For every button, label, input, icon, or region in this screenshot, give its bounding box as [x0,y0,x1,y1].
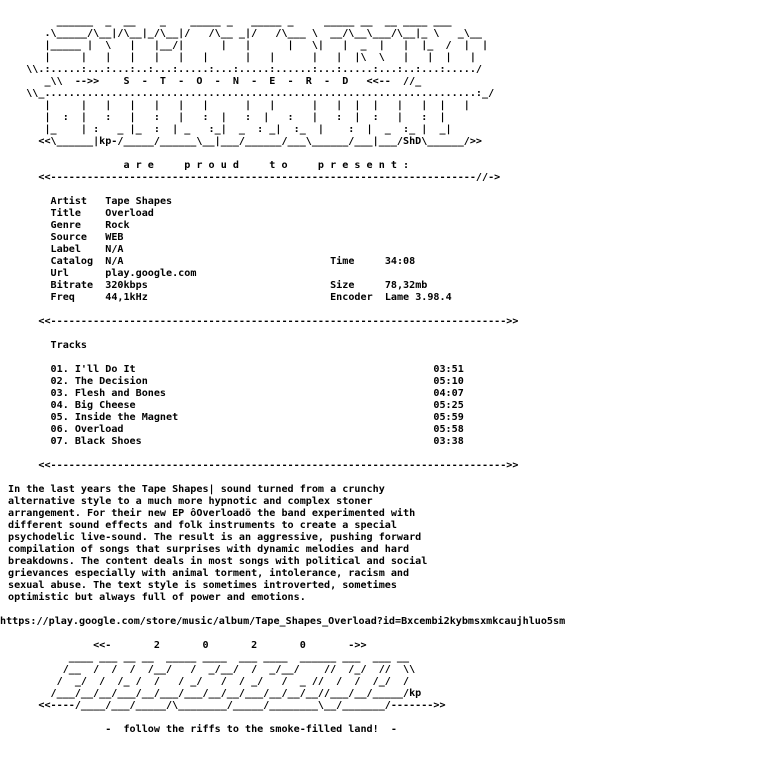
description-line: optimistic but always full of power and emotions. [8,592,306,603]
info-value: 78,32mb [384,280,428,291]
info-value: play.google.com [105,268,197,279]
track-title: The Decision [74,376,434,387]
tracks-header-label: Tracks [50,340,88,351]
logo-line: <<\______|kp-/_____/______\__|___/______/___\______/___|___/ShD\______/>> [8,136,483,147]
stonerd-ascii-logo [8,16,760,148]
info-label: Catalog [50,256,106,267]
info-value: WEB [105,232,124,243]
info-label: Source [50,232,106,243]
info-label: Url [50,268,106,279]
track-title: Black Shoes [74,436,434,447]
info-label: Size [330,280,385,291]
release-info-block [8,196,760,304]
info-label: Title [50,208,106,219]
track-number: 01. [50,364,75,375]
track-title: Inside the Magnet [74,412,434,423]
description-line: different sound effects and folk instruments to create a special [8,520,397,531]
footer-tagline: - follow the riffs to the smoke-filled land! - [8,724,397,735]
info-label: Artist [50,196,106,207]
info-value: 320kbps [105,280,331,291]
logo-line: .\_____/\__|/\__|_/\__|/ /\__ _|/ /\___ \ __/\__\___/\__|_ \ _\__ [8,28,483,39]
description-line: grievances especially with animal torment, intolerance, racism and [8,568,410,579]
info-value: N/A [105,244,124,255]
info-label: Genre [50,220,106,231]
info-value: 34:08 [384,256,416,267]
logo-line: \\_.......................................................................:_/ [8,88,495,99]
info-label: Bitrate [50,280,106,291]
logo-line: |_ | : _ |_ : | _ :_| _ : _| :_ | : | _ :_ | _| [8,124,452,135]
logo-line: | : | : | : | : | : | : | : | : | : | [8,112,446,123]
logo-line: | | | | | | | | | | | |\ \ | | | | [8,52,476,63]
track-number: 06. [50,424,75,435]
tracklist [8,364,760,448]
track-duration: 05:10 [433,376,464,387]
description-line: In the last years the Tape Shapes| sound turned from a crunchy [8,484,385,495]
info-value: Rock [105,220,130,231]
logo-line: |_____ | \ | |__/| | | | \| | _ | | |_ / | | [8,40,489,51]
info-value: Overload [105,208,154,219]
track-number: 07. [50,436,75,447]
info-value: 44,1kHz [105,292,331,303]
track-duration: 05:58 [433,424,464,435]
track-duration: 05:25 [433,400,464,411]
track-title: Flesh and Bones [74,388,434,399]
info-label: Label [50,244,106,255]
track-duration: 03:38 [433,436,464,447]
footer-art-line: /___/__/__/___/__/___/___/__/__/___/__/__/__//___/__/_____/kp [8,688,422,699]
track-title: Big Cheese [74,400,434,411]
info-label: Time [330,256,385,267]
album-description [8,484,760,604]
track-number: 03. [50,388,75,399]
description-line: sexual abuse. The text style is sometimes introverted, sometimes [8,580,397,591]
logo-line: \\.:.....:...:...:..:...:.....:...:.....:......:...:.....:...:..:...:...../ [8,64,483,75]
present-line: a r e p r o u d t o p r e s e n t : [8,160,410,171]
info-value: Tape Shapes [105,196,173,207]
logo-line: | | | | | | | | | | | | | | | | | [8,100,470,111]
description-line: arrangement. For their new EP ôOverloadö the band experimented with [8,508,416,519]
description-line: alternative style to a much more hypnotic and complex stoner [8,496,373,507]
footer-ascii-art [8,640,760,712]
footer-art-line: /__ / / / /__/ / _/__/ / _/__/ // /_/ // \\ [8,664,416,675]
track-number: 04. [50,400,75,411]
logo-line: _\\ -->> S - T - O - N - E - R - D <<-- //_ [8,76,422,87]
info-value: N/A [105,256,331,267]
track-duration: 03:51 [433,364,464,375]
footer-art-line: <<- 2 0 2 0 ->> [8,640,367,651]
track-number: 02. [50,376,75,387]
divider-top: <<----------------------------------------------------------------------//-> [8,172,501,183]
description-line: breakdowns. The content deals in most songs with political and social [8,556,428,567]
description-line: compilation of songs that surprises with dynamic melodies and hard [8,544,410,555]
footer-art-line: / _/ / /_ / / / _/ / / _/ / _ // / / /_/ / [8,676,410,687]
info-label: Freq [50,292,106,303]
album-url: https://play.google.com/store/music/album/Tape_Shapes_Overload?id=Bxcembi2kybmsxmkcaujhluo5sm [0,616,566,627]
info-label: Encoder [330,292,385,303]
tracks-header [8,340,760,352]
track-number: 05. [50,412,75,423]
footer-art-line: <<----/____/___/_____/\________/_____/________\__/_______/------->> [8,700,446,711]
description-line: psychodelic live-sound. The result is an aggressive, pushing forward [8,532,422,543]
track-title: I'll Do It [74,364,434,375]
track-title: Overload [74,424,434,435]
logo-line: ______ _ __ _ _____ _ _____ _ _____ __ __ ____ ___ [8,16,452,27]
footer-art-line: ____ ___ __ __ _____ ____ ___ ____ ______ ___ ___ __ [8,652,410,663]
info-value: Lame 3.98.4 [384,292,452,303]
divider-tracks: <<--------------------------------------------------------------------------->> [8,460,519,471]
track-duration: 05:59 [433,412,464,423]
divider-info: <<--------------------------------------------------------------------------->> [8,316,519,327]
track-duration: 04:07 [433,388,464,399]
